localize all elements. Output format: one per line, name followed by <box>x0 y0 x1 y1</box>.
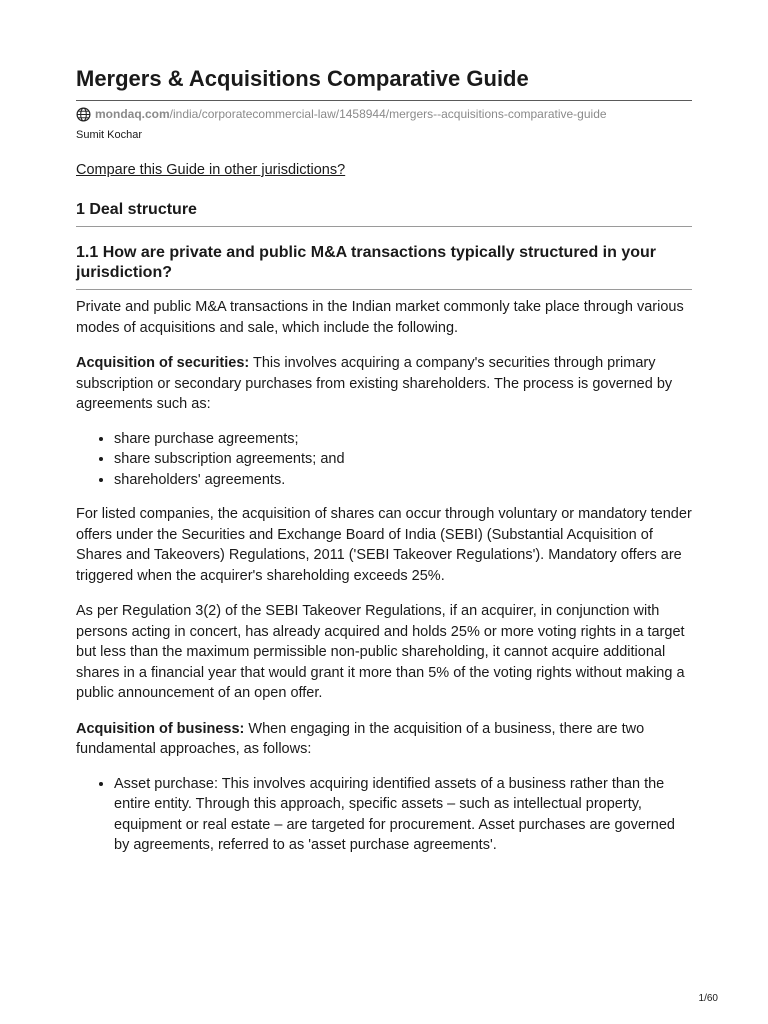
securities-text: This involves acquiring a company's securities through primary subscription or secondary purchases from existing shareholders. The process is governed by agreements such as: <box>76 355 673 412</box>
compare-jurisdictions-link[interactable]: Compare this Guide in other jurisdictions? <box>76 162 346 178</box>
business-text: When engaging in the acquisition of a business, there are two fundamental approaches, as follows: <box>76 720 645 757</box>
source-row <box>76 106 692 122</box>
list-item: • Asset purchase: This involves acquiring identified assets of a business rather than the entire entity. Through this approach, specific assets – such as intellectual property, equipment or real estate – are targeted for procurement. Asset purchases are governed by agreements, referred to as 'asset purchase agreements'. <box>114 774 692 856</box>
source-url[interactable] <box>95 106 607 122</box>
source-path: /india/corporatecommercial-law/1458944/mergers--acquisitions-comparative-guide <box>169 107 607 121</box>
author-name: Sumit Kochar <box>76 129 143 141</box>
intro-paragraph: Private and public M&A transactions in the Indian market commonly take place through various modes of acquisitions and sale, which include the following. <box>76 299 684 336</box>
listed-companies-paragraph: For listed companies, the acquisition of shares can occur through voluntary or mandatory tender offers under the Securities and Exchange Board of India (SEBI) (Substantial Acquisition of Shares and Takeovers) Regulations, 2011 ('SEBI Takeover Regulations'). Mandatory offers are triggered when the acquirer's shareholding exceeds 25%. <box>76 506 692 584</box>
source-domain: mondaq.com <box>95 107 170 121</box>
globe-icon <box>76 107 91 122</box>
securities-agreements-list <box>76 429 692 491</box>
regulation-paragraph: As per Regulation 3(2) of the SEBI Takeover Regulations, if an acquirer, in conjunction with persons acting in concert, has already acquired and holds 25% or more voting rights in a target but less than the maximum permissible non-public shareholding, it cannot acquire additional shares in a financial year that would grant it more than 5% of the voting rights without making a public announcement of an open offer. <box>76 603 685 701</box>
list-item: • shareholders' agreements. <box>114 470 692 491</box>
list-item: • share purchase agreements; <box>114 429 692 450</box>
document-title: Mergers & Acquisitions Comparative Guide <box>76 64 692 101</box>
business-approaches-list <box>76 774 692 856</box>
business-label: Acquisition of business: <box>76 720 245 737</box>
securities-label: Acquisition of securities: <box>76 355 250 371</box>
question-heading: 1.1 How are private and public M&A transactions typically structured in your jurisdiction? <box>76 243 692 290</box>
page-number: 1/60 <box>698 993 718 1004</box>
securities-paragraph <box>76 353 692 415</box>
section-heading: 1 Deal structure <box>76 200 692 227</box>
business-paragraph <box>76 719 692 760</box>
list-item: • share subscription agreements; and <box>114 449 692 470</box>
document-page <box>76 64 692 856</box>
